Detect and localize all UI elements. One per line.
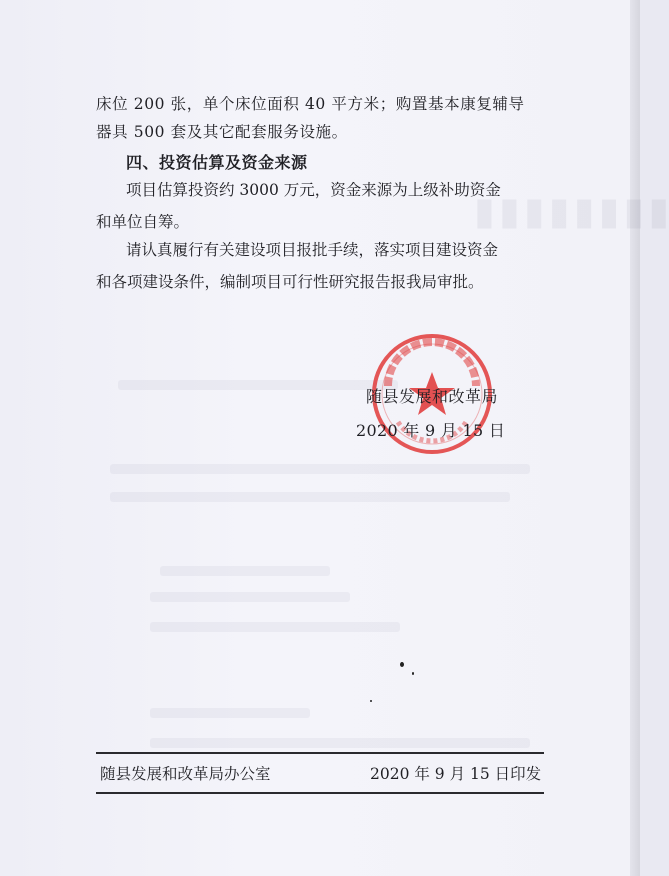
scan-speck <box>412 672 414 675</box>
body-paragraph-line: 和各项建设条件，编制项目可行性研究报告报我局审批。 <box>96 273 484 291</box>
bleed-through-line <box>150 738 530 748</box>
footer-issuer: 随县发展和改革局办公室 <box>100 765 271 783</box>
page-edge <box>630 0 640 876</box>
body-paragraph-line: 器具 500 套及其它配套服务设施。 <box>96 123 348 141</box>
bleed-through-line <box>150 708 310 718</box>
bleed-through-line <box>150 622 400 632</box>
signing-date: 2020 年 9 月 15 日 <box>356 421 506 440</box>
bleed-through-line <box>160 566 330 576</box>
bleed-through-text: ▮▮▮▮▮▮▮▮ <box>470 188 669 233</box>
section-heading: 四、投资估算及资金来源 <box>126 153 308 172</box>
scan-speck <box>400 662 404 667</box>
bleed-through-line <box>150 592 350 602</box>
body-paragraph-line: 请认真履行有关建设项目报批手续，落实项目建设资金 <box>126 241 499 259</box>
body-paragraph-line: 床位 200 张，单个床位面积 40 平方米；购置基本康复辅导 <box>96 95 525 113</box>
footer-print-date: 2020 年 9 月 15 日印发 <box>370 765 542 783</box>
bleed-through-line <box>110 492 510 502</box>
signing-organization: 随县发展和改革局 <box>366 387 499 406</box>
scan-speck <box>370 700 372 702</box>
body-paragraph-line: 和单位自筹。 <box>96 213 190 231</box>
body-paragraph-line: 项目估算投资约 3000 万元，资金来源为上级补助资金 <box>126 181 501 199</box>
footer-bottom-rule <box>96 792 544 794</box>
bleed-through-line <box>118 380 398 390</box>
footer-top-rule <box>96 752 544 754</box>
bleed-through-line <box>110 464 530 474</box>
